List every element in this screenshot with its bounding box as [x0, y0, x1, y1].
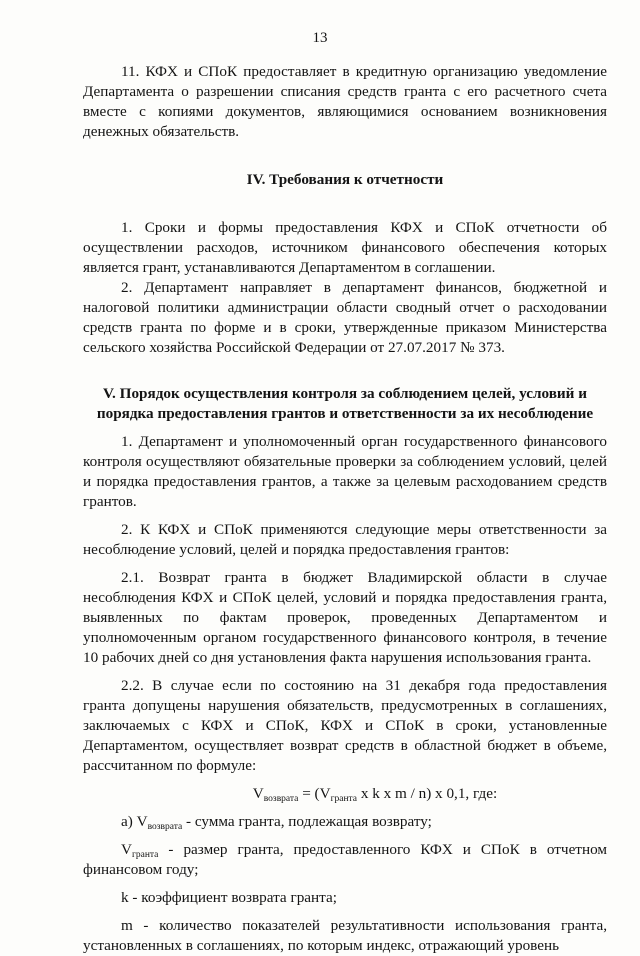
section-4-heading: IV. Требования к отчетности: [246, 171, 444, 188]
definition-m: m - количество показателей результативности использования гранта, установленных в соглашениях, по которым индекс, отражающий уровень: [83, 917, 607, 954]
section-5-paragraph-2-1: 2.1. Возврат гранта в бюджет Владимирской области в случае несоблюдения КФХ и СПоК целей, условий и порядка предоставления гранта, выявленных по фактам проверок, проведенных Департаментом и уполномоченным органом государственного финансового контроля, в течение 10 рабочих дней со дня установления факта нарушения использования гранта.: [83, 569, 607, 666]
definition-k: k - коэффициент возврата гранта;: [121, 889, 337, 906]
section-5-heading: V. Порядок осуществления контроля за соблюдением целей, условий и порядка предоставления грантов и ответственности за их несоблюдение: [96, 385, 594, 422]
section-5-paragraph-2-2: 2.2. В случае если по состоянию на 31 декабря года предоставления гранта допущены нарушения обязательств, предусмотренных в соглашениях, заключаемых с КФХ и СПоК, КФХ и СПоК в сроки, установленные Департаментом, осуществляет возврат средств в областной бюджет в объеме, рассчитанном по формуле:: [83, 677, 607, 774]
section-4-paragraph-1: 1. Сроки и формы предоставления КФХ и СПоК отчетности об осуществлении расходов, источником финансового обеспечения которых является грант, устанавливаются Департаментом в соглашении.: [83, 219, 607, 276]
return-formula: $V_{возврата} = (V_{гранта}$ x k x m / n) x 0,1, где:: [252, 785, 498, 804]
paragraph-11: 11. КФХ и СПоК предоставляет в кредитную организацию уведомление Департамента о разрешении списания средств гранта с его расчетного счета вместе с копиями документов, являющимися основанием возникновения денежных обязательств.: [83, 63, 607, 140]
document-body: [83, 62, 607, 956]
page-number: 13: [312, 30, 328, 46]
section-5-paragraph-2: 2. К КФХ и СПоК применяются следующие меры ответственности за несоблюдение условий, целей и порядка предоставления грантов:: [83, 521, 607, 558]
definition-v-grant: $V_{гранта}$ - размер гранта, предоставленного КФХ и СПоК в отчетном финансовом году;: [83, 841, 607, 878]
section-4-paragraph-2: 2. Департамент направляет в департамент финансов, бюджетной и налоговой политики администрации области сводный отчет о расходовании средств гранта по форме и в сроки, утвержденные приказом Министерства сельского хозяйства Российской Федерации от 27.07.2017 № 373.: [83, 279, 607, 356]
section-5-paragraph-1: 1. Департамент и уполномоченный орган государственного финансового контроля осуществляют обязательные проверки за соблюдением условий, целей и порядка предоставления грантов, а также за целевым расходованием средств грантов.: [83, 433, 607, 510]
definition-v-return: а) $V_{возврата}$ - сумма гранта, подлежащая возврату;: [121, 813, 432, 832]
